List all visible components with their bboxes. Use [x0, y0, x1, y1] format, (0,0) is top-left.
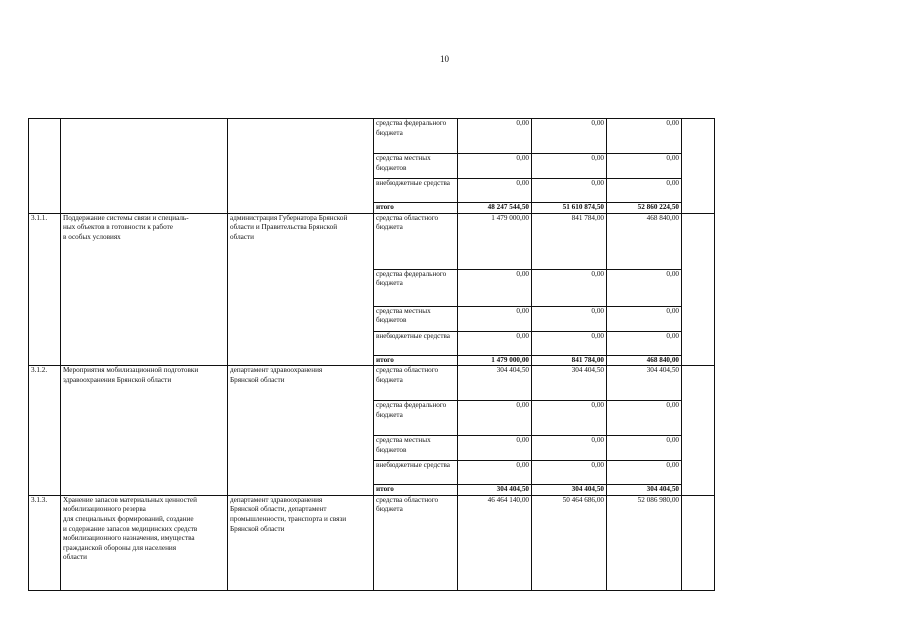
total-label: итого [374, 355, 458, 366]
total-label: итого [374, 203, 458, 214]
source-label: средства федерального бюджета [374, 269, 458, 306]
source-label: средства областного бюджета [374, 366, 458, 401]
value-cell: 0,00 [607, 119, 682, 154]
total-value: 304 404,50 [532, 485, 607, 496]
source-label: средства местных бюджетов [374, 436, 458, 461]
value-cell: 0,00 [607, 154, 682, 179]
cell-name: Поддержание системы связи и специаль- ных объектов в готовности к работе в особых условиях [61, 213, 228, 366]
cell-executor: департамент здравоохранения Брянской области, департамент промышленности, транспорта и связи Брянской области [228, 495, 374, 590]
total-value: 52 860 224,50 [607, 203, 682, 214]
cell-num: 3.1.2. [29, 366, 61, 496]
budget-table [28, 118, 715, 591]
cell-name [61, 119, 228, 214]
value-cell: 0,00 [532, 436, 607, 461]
value-cell: 0,00 [458, 119, 532, 154]
value-cell: 0,00 [607, 306, 682, 331]
table-row [29, 366, 715, 401]
value-cell: 0,00 [458, 401, 532, 436]
value-cell: 46 464 140,00 [458, 495, 532, 590]
value-cell: 0,00 [458, 269, 532, 306]
value-cell: 0,00 [532, 331, 607, 355]
table-row [29, 213, 715, 269]
total-value: 48 247 544,50 [458, 203, 532, 214]
cell-num: 3.1.1. [29, 213, 61, 366]
value-cell: 0,00 [458, 331, 532, 355]
source-label: внебюджетные средства [374, 179, 458, 203]
total-value: 1 479 000,00 [458, 355, 532, 366]
source-label: средства федерального бюджета [374, 119, 458, 154]
cell-executor: администрация Губернатора Брянской области и Правительства Брянской области [228, 213, 374, 366]
value-cell: 0,00 [532, 401, 607, 436]
page-number: 10 [440, 54, 449, 64]
cell-executor: департамент здравоохранения Брянской области [228, 366, 374, 496]
value-cell: 304 404,50 [607, 366, 682, 401]
total-value: 304 404,50 [607, 485, 682, 496]
cell-empty [682, 495, 715, 590]
value-cell: 304 404,50 [532, 366, 607, 401]
cell-empty [682, 366, 715, 496]
total-value: 51 610 874,50 [532, 203, 607, 214]
value-cell: 0,00 [607, 461, 682, 485]
value-cell: 0,00 [532, 119, 607, 154]
value-cell: 0,00 [607, 401, 682, 436]
value-cell: 841 784,00 [532, 213, 607, 269]
value-cell: 304 404,50 [458, 366, 532, 401]
cell-executor [228, 119, 374, 214]
cell-num [29, 119, 61, 214]
value-cell: 0,00 [458, 306, 532, 331]
value-cell: 0,00 [458, 154, 532, 179]
value-cell: 0,00 [532, 461, 607, 485]
value-cell: 0,00 [458, 436, 532, 461]
source-label: внебюджетные средства [374, 461, 458, 485]
total-value: 841 784,00 [532, 355, 607, 366]
source-label: средства федерального бюджета [374, 401, 458, 436]
cell-num: 3.1.3. [29, 495, 61, 590]
value-cell: 0,00 [532, 269, 607, 306]
value-cell: 468 840,00 [607, 213, 682, 269]
cell-empty [682, 213, 715, 366]
source-label: внебюджетные средства [374, 331, 458, 355]
table-row [29, 495, 715, 590]
value-cell: 52 086 980,00 [607, 495, 682, 590]
source-label: средства местных бюджетов [374, 154, 458, 179]
value-cell: 0,00 [532, 154, 607, 179]
value-cell: 0,00 [532, 179, 607, 203]
total-label: итого [374, 485, 458, 496]
value-cell: 0,00 [458, 461, 532, 485]
source-label: средства местных бюджетов [374, 306, 458, 331]
total-value: 468 840,00 [607, 355, 682, 366]
cell-name: Хранение запасов материальных ценностей мобилизационного резерва для специальных формирований, создание и содержание запасов медицинских средств мобилизационного назначения, имущества гражданской обороны для населения области [61, 495, 228, 590]
value-cell: 0,00 [607, 179, 682, 203]
value-cell: 0,00 [607, 436, 682, 461]
source-label: средства областного бюджета [374, 495, 458, 590]
value-cell: 1 479 000,00 [458, 213, 532, 269]
value-cell: 0,00 [458, 179, 532, 203]
cell-empty [682, 119, 715, 214]
value-cell: 0,00 [607, 331, 682, 355]
value-cell: 0,00 [532, 306, 607, 331]
total-value: 304 404,50 [458, 485, 532, 496]
value-cell: 0,00 [607, 269, 682, 306]
value-cell: 50 464 686,00 [532, 495, 607, 590]
table-row [29, 119, 715, 154]
source-label: средства областного бюджета [374, 213, 458, 269]
cell-name: Мероприятия мобилизационной подготовки здравоохранения Брянской области [61, 366, 228, 496]
